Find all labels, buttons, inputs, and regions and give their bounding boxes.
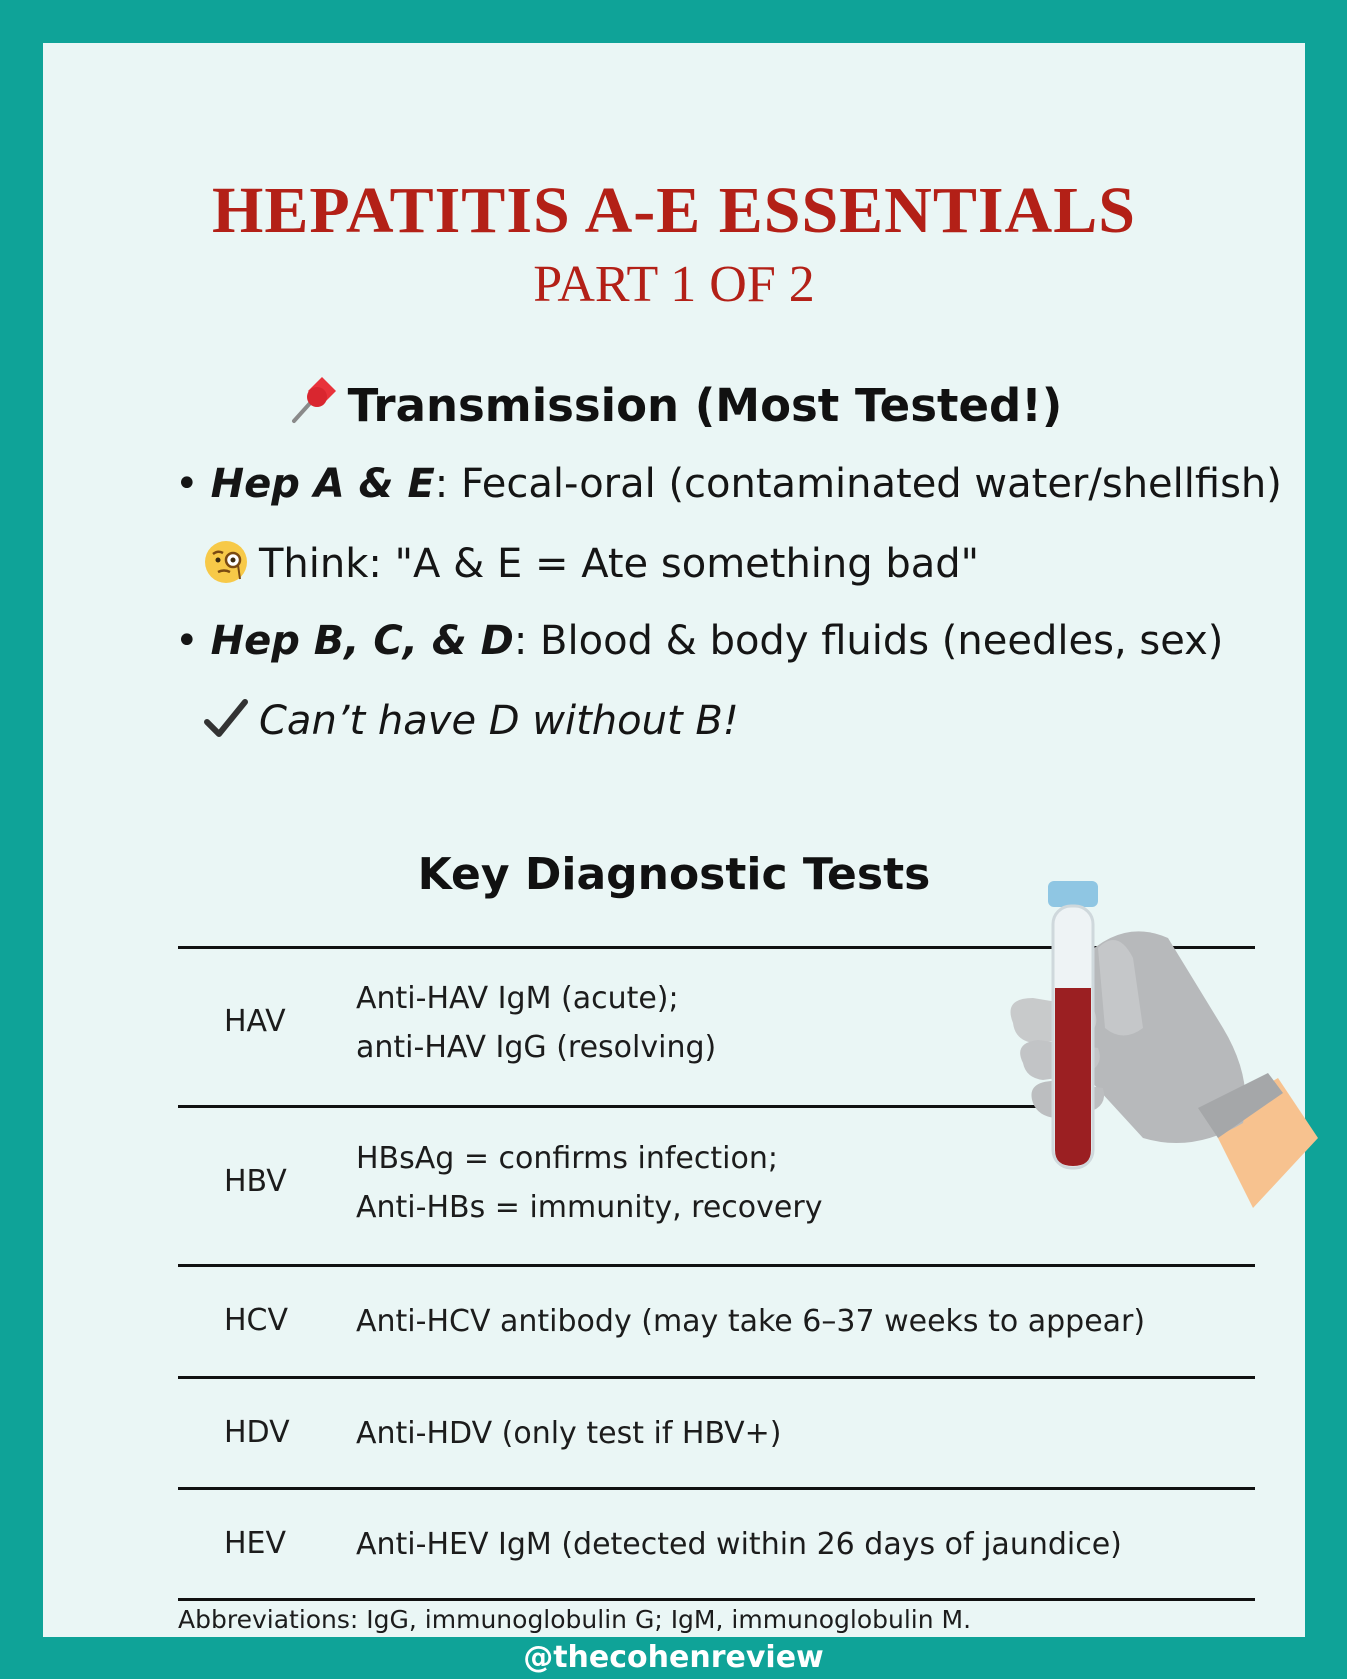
- tip-text: Think: "A & E = Ate something bad": [259, 541, 980, 587]
- hep-b-c-d-description: : Blood & body fluids (needles, sex): [513, 618, 1224, 664]
- row-label-hbv: HBV: [224, 1164, 287, 1199]
- row-label-hdv: HDV: [224, 1415, 290, 1450]
- transmission-heading: [43, 373, 1305, 438]
- row-text-hev: [356, 1520, 1122, 1569]
- hep-b-c-d-label: Hep B, C, & D: [210, 618, 514, 664]
- table-divider: [178, 1264, 1255, 1267]
- infographic-card: [43, 43, 1305, 1637]
- table-divider: [178, 1376, 1255, 1379]
- row-text-line: anti-HAV IgG (resolving): [356, 1030, 717, 1065]
- row-text-line: Anti-HEV IgM (detected within 26 days of jaundice): [356, 1527, 1122, 1562]
- row-text-line: HBsAg = confirms infection;: [356, 1141, 778, 1176]
- abbreviations-note: Abbreviations: IgG, immunoglobulin G; IgM, immunoglobulin M.: [178, 1605, 972, 1634]
- transmission-heading-text: Transmission (Most Tested!): [347, 379, 1063, 432]
- transmission-line-hep-a-e: • Hep A & E: Fecal-oral (contaminated water/shellfish): [175, 461, 1282, 507]
- hep-a-e-description: : Fecal-oral (contaminated water/shellfish): [434, 461, 1282, 507]
- row-text-hdv: [356, 1409, 782, 1458]
- row-label-hev: HEV: [224, 1526, 287, 1561]
- diagnostics-heading: Key Diagnostic Tests: [417, 849, 931, 900]
- row-label-hcv: HCV: [224, 1303, 289, 1338]
- page-title: HEPATITIS A-E ESSENTIALS: [212, 174, 1136, 247]
- transmission-line-hep-b-c-d: • Hep B, C, & D: Blood & body fluids (needles, sex): [175, 618, 1224, 664]
- checkmark-icon: [203, 696, 249, 752]
- row-text-line: Anti-HCV antibody (may take 6–37 weeks to appear): [356, 1304, 1146, 1339]
- table-divider: [178, 1105, 1038, 1108]
- note-text: Can’t have D without B!: [259, 698, 739, 744]
- table-divider: [178, 1487, 1255, 1490]
- row-text-hcv: [356, 1297, 1145, 1346]
- pushpin-icon: [286, 373, 340, 438]
- row-text-hbv: [356, 1134, 822, 1232]
- row-text-line: Anti-HAV IgM (acute);: [356, 981, 679, 1016]
- hep-a-e-label: Hep A & E: [210, 461, 435, 507]
- monocle-face-icon: [203, 539, 249, 595]
- row-label-hav: HAV: [224, 1004, 286, 1039]
- row-text-line: Anti-HDV (only test if HBV+): [356, 1416, 782, 1451]
- transmission-tip: [203, 539, 979, 595]
- row-text-hav: [356, 974, 716, 1072]
- row-text-line: Anti-HBs = immunity, recovery: [356, 1190, 823, 1225]
- gloved-hand-blood-tube-icon: [993, 878, 1323, 1233]
- social-handle: @thecohenreview: [523, 1640, 824, 1675]
- page-subtitle: PART 1 OF 2: [533, 256, 815, 313]
- transmission-note: [203, 696, 739, 752]
- table-divider: [178, 1598, 1255, 1601]
